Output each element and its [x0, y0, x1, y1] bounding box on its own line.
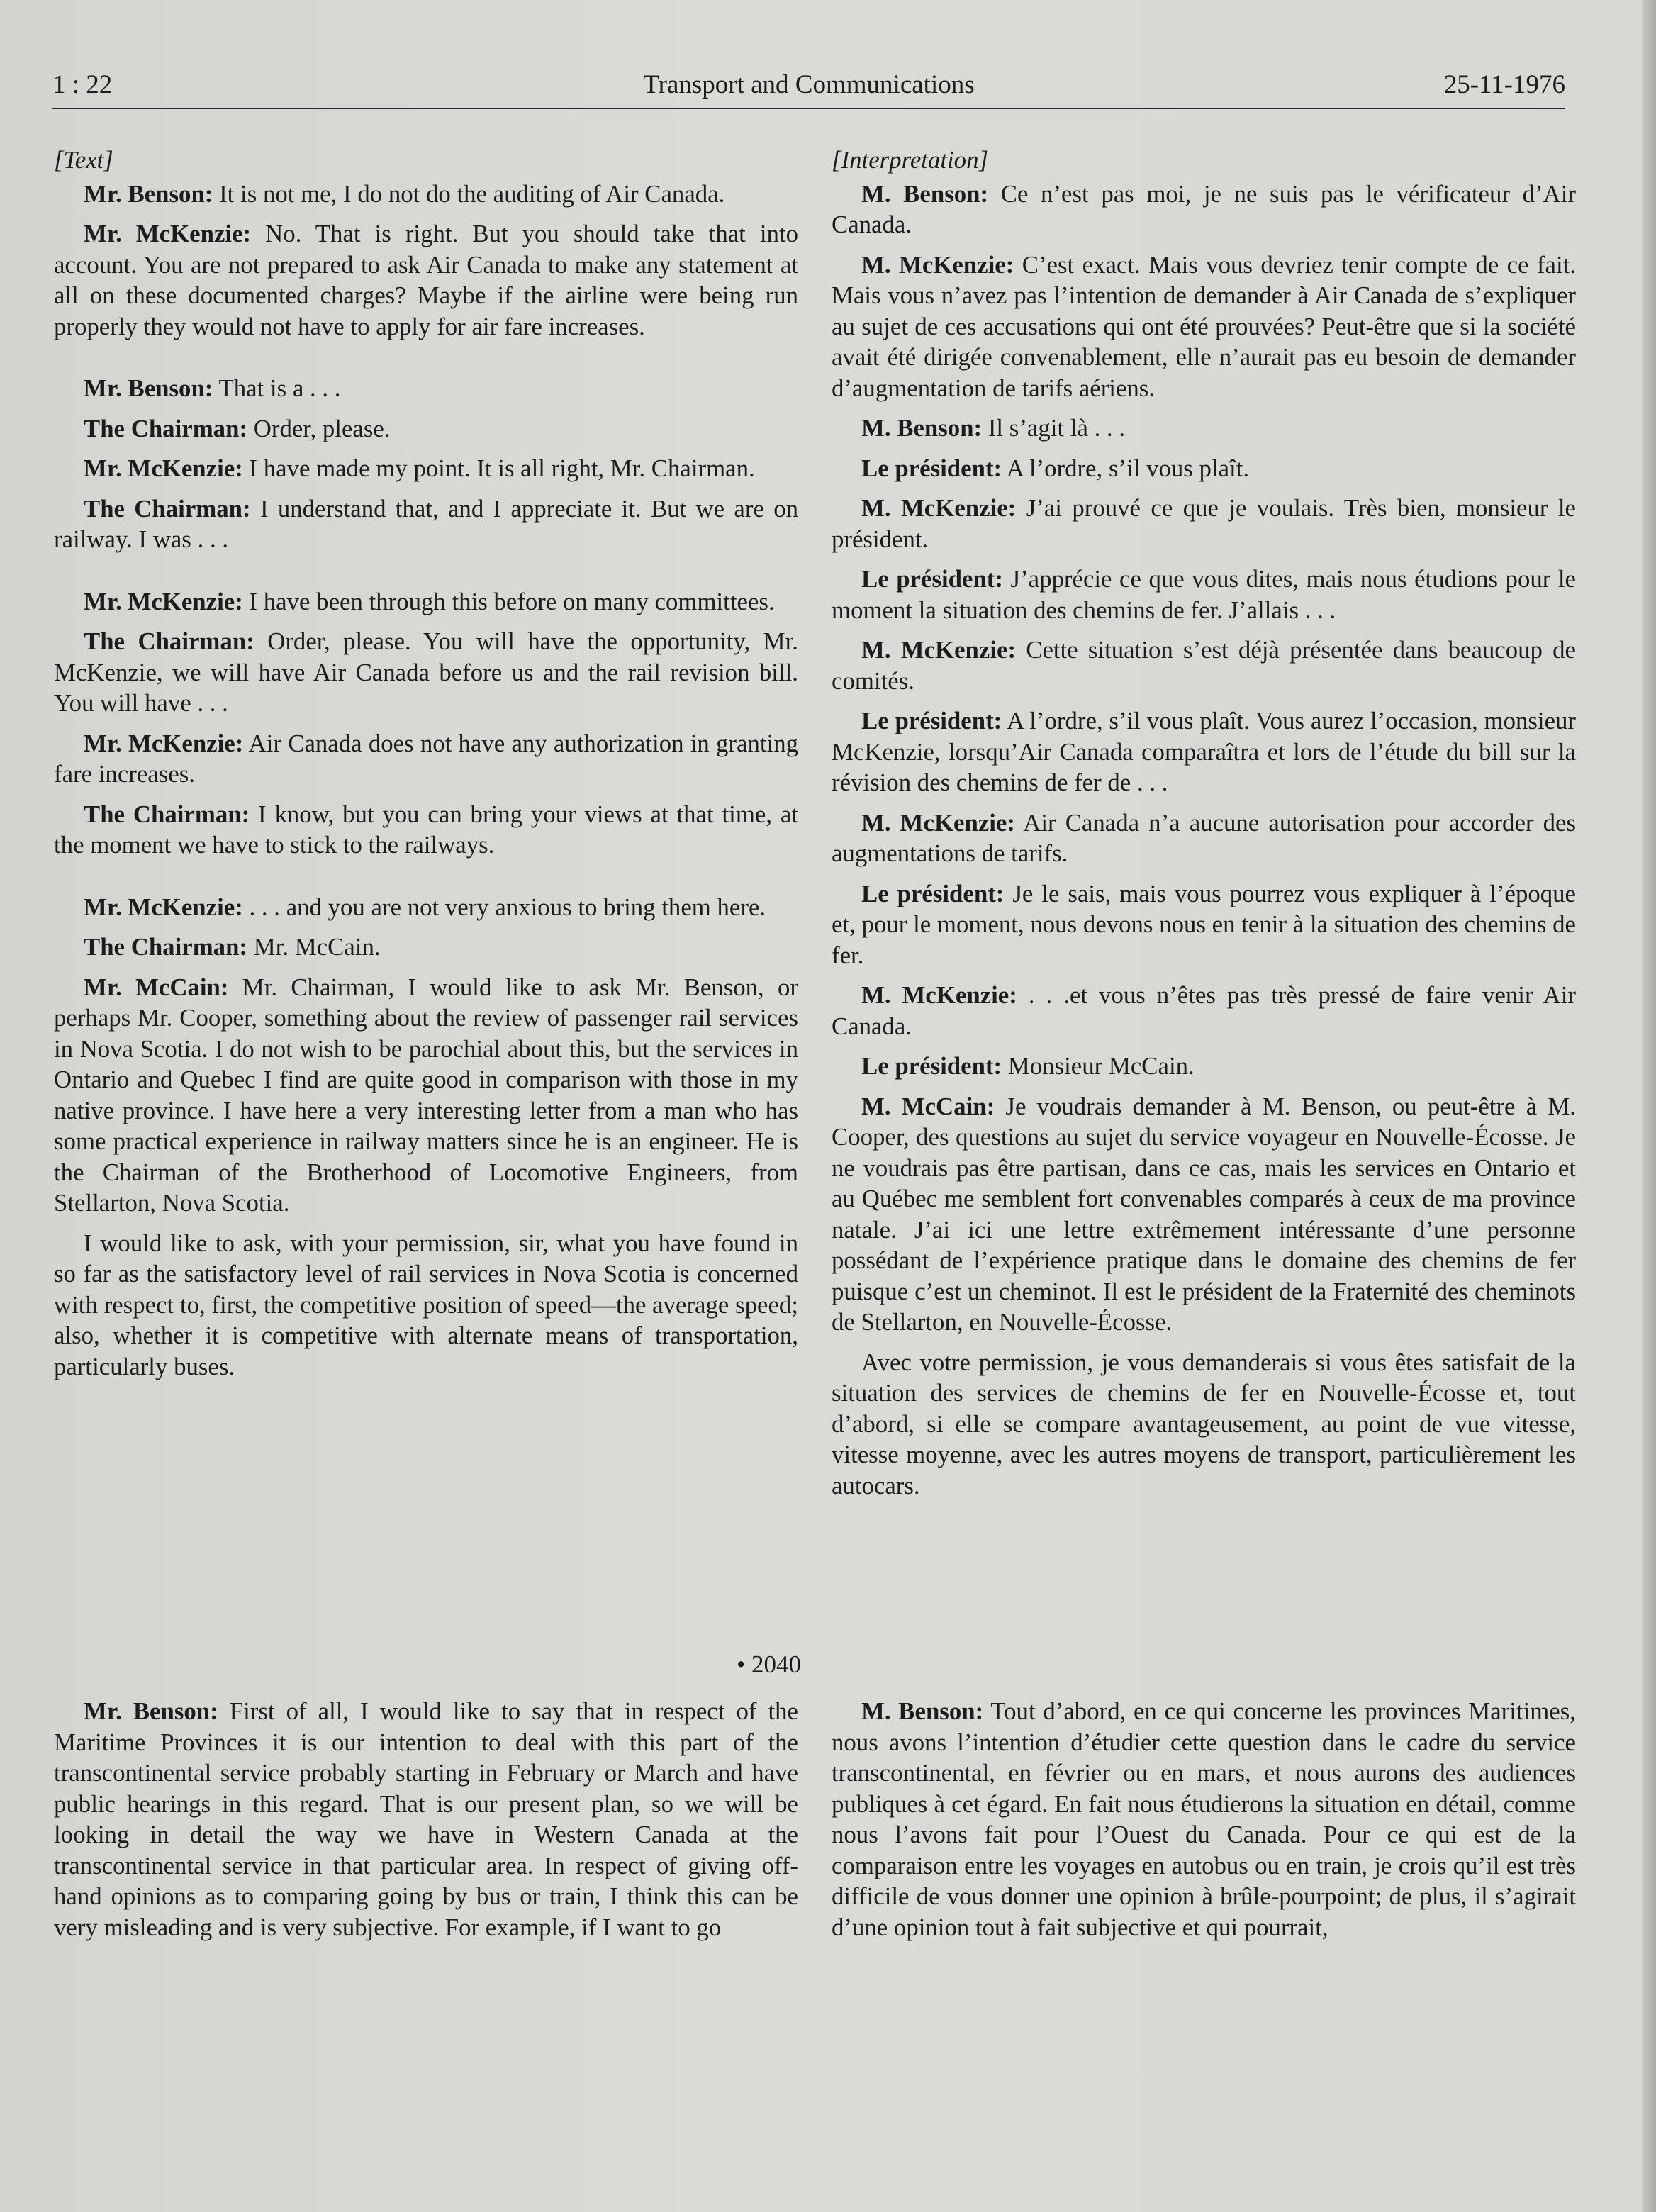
paragraph: [832, 635, 1576, 696]
paragraph: [832, 1696, 1576, 1943]
speaker-name: Le président:: [861, 565, 1003, 593]
section-label: [Interpretation]: [832, 146, 989, 174]
speech-text: First of all, I would like to say that in respect of the Maritime Provinces it is our intention to deal with this part of the transcontinental service probably starting in February or March and have public hearings in this regard. That is our present plan, so we will be looking in detail the way we have in Western Canada at the transcontinental service in that particular area. In respect of giving off-hand opinions as to comparing going by bus or train, I think this can be very misleading and is very subjective. For example, if I want to go: [54, 1697, 798, 1941]
speaker-name: Mr. McKenzie:: [84, 220, 252, 247]
paragraph: [54, 413, 798, 445]
speech-text: J’ai prouvé ce que je voulais. Très bien, monsieur le président.: [832, 494, 1576, 553]
speech-text: A l’ordre, s’il vous plaît. Vous aurez l’occasion, monsieur McKenzie, lorsqu’Air Canada comparaîtra et lors de l’étude du bill sur la révision des chemins de fer de . . .: [832, 707, 1577, 796]
speaker-name: Le président:: [861, 707, 1002, 734]
paragraph: [54, 493, 798, 555]
speaker-name: M. McKenzie:: [861, 981, 1017, 1009]
speaker-name: Mr. Benson:: [84, 1697, 218, 1725]
book-spine-shadow: [1642, 0, 1656, 2212]
speech-text: A l’ordre, s’il vous plaît.: [1006, 454, 1250, 482]
speech-text: . . . and you are not very anxious to bring them here.: [249, 893, 766, 921]
speech-text: Monsieur McCain.: [1007, 1052, 1195, 1080]
paragraph: [54, 932, 798, 963]
speaker-name: M. Benson:: [861, 179, 989, 208]
french-column-bottom: [832, 1696, 1576, 1943]
speaker-name: M. McCain:: [861, 1092, 995, 1120]
speech-text: Air Canada does not have any authorization in granting fare increases.: [54, 729, 798, 788]
paragraph: [54, 626, 798, 719]
speaker-name: M. McKenzie:: [861, 494, 1017, 522]
speaker-name: The Chairman:: [84, 933, 248, 961]
speaker-name: Mr. Benson:: [84, 179, 213, 208]
paragraph: [832, 250, 1576, 404]
paragraph: [54, 586, 798, 618]
speech-text: I know, but you can bring your views at that time, at the moment we have to stick to the railways.: [54, 800, 798, 859]
speech-text: . . .et vous n’êtes pas très pressé de faire venir Air Canada.: [832, 981, 1576, 1040]
english-column-bottom: [54, 1696, 798, 1943]
speech-text: I have been through this before on many committees.: [249, 587, 775, 615]
paragraph: I would like to ask, with your permission, sir, what you have found in so far as the satisfactory level of rail services in Nova Scotia is concerned with respect to, first, the competitive position of speed—the average speed; also, whether it is competitive with alternate means of transportation, particularly buses.: [54, 1229, 798, 1380]
speaker-name: M. McKenzie:: [861, 808, 1015, 837]
speech-text: Air Canada n’a aucune autorisation pour accorder des augmentations de tarifs.: [832, 808, 1576, 867]
paragraph: [832, 878, 1576, 971]
paragraph: [54, 218, 798, 342]
speaker-name: M. Benson:: [861, 414, 983, 442]
speaker-name: Mr. McKenzie:: [84, 454, 243, 482]
speaker-name: The Chairman:: [84, 800, 250, 828]
speaker-name: M. McKenzie:: [861, 636, 1017, 664]
paragraph: [54, 453, 798, 484]
speaker-name: Mr. McKenzie:: [84, 587, 243, 615]
paragraph: [832, 1091, 1576, 1338]
paragraph: [832, 808, 1576, 869]
paragraph: [832, 564, 1576, 625]
speech-text: Order, please. You will have the opportunity, Mr. McKenzie, we will have Air Canada before us and the rail revision bill. You will have . . .: [54, 627, 798, 717]
running-header: [52, 68, 1565, 109]
speech-text: Je voudrais demander à M. Benson, ou peut-être à M. Cooper, des questions au sujet du service voyageur en Nouvelle-Écosse. Je ne voudrais pas être partisan, dans ce cas, mais les services en Ontario et au Québec me semblent fort convenables comparés à ceux de ma province natale. J’ai ici une lettre extrêmement intéressante d’une personne possédant de l’expérience pratique dans le domaine des chemins de fer puisque c’est un cheminot. Il est le président de la Fraternité des cheminots de Stellarton, en Nouvelle-Écosse.: [832, 1092, 1577, 1336]
speech-text: It is not me, I do not do the auditing of Air Canada.: [219, 179, 725, 208]
speech-text: I have made my point. It is all right, Mr. Chairman.: [249, 454, 755, 482]
speech-text: Il s’agit là . . .: [988, 414, 1126, 442]
speaker-name: Mr. Benson:: [84, 374, 213, 402]
publication-title: Transport and Communications: [643, 70, 975, 99]
speech-text: Cette situation s’est déjà présentée dans beaucoup de comités.: [832, 636, 1576, 695]
speech-text: Mr. McCain.: [253, 933, 381, 961]
paragraph: Avec votre permission, je vous demanderais si vous êtes satisfait de la situation des services de chemins de fer en Nouvelle-Écosse et, tout d’abord, si elle se compare avantageusement, au point de vue vitesse, vitesse moyenne, avec les autres moyens de transport, particulièrement les autocars.: [832, 1348, 1576, 1499]
paragraph: [832, 493, 1576, 554]
speaker-name: The Chairman:: [84, 494, 251, 523]
speech-text: J’apprécie ce que vous dites, mais nous étudions pour le moment la situation des chemins de fer. J’allais . . .: [832, 565, 1576, 624]
paragraph: [54, 799, 798, 861]
speech-text: Je le sais, mais vous pourrez vous expliquer à l’époque et, pour le moment, nous devons nous en tenir à la situation des chemins de fer.: [832, 879, 1577, 969]
paragraph: [54, 373, 798, 404]
speaker-name: Mr. McKenzie:: [84, 893, 243, 921]
paragraph: [832, 980, 1576, 1041]
speech-text: C’est exact. Mais vous devriez tenir compte de ce fait. Mais vous n’avez pas l’intention de demander à Air Canada de s’expliquer au sujet de ces accusations qui ont été prouvées? Peut-être que si la société avait été dirigée convenablement, elle n’aurait pas eu besoin de demander d’augmentation de tarifs aériens.: [832, 250, 1577, 402]
paragraph: [832, 179, 1576, 240]
speaker-name: M. McKenzie:: [861, 250, 1014, 279]
paragraph: [832, 705, 1576, 798]
speech-text: Ce n’est pas moi, je ne suis pas le vérificateur d’Air Canada.: [832, 179, 1576, 238]
english-column-top: [54, 145, 798, 1391]
speaker-name: Mr. McKenzie:: [84, 729, 244, 757]
speaker-name: M. Benson:: [861, 1697, 984, 1725]
page-number: 1 : 22: [52, 70, 113, 99]
header-date: 25-11-1976: [1443, 70, 1565, 99]
time-stamp: • 2040: [736, 1650, 801, 1678]
speech-text: Mr. Chairman, I would like to ask Mr. Benson, or perhaps Mr. Cooper, something about the review of passenger rail services in Nova Scotia. I do not wish to be parochial about this, but the services in Ontario and Quebec I find are quite good in comparison with those in my native province. I have here a very interesting letter from a man who has some practical experience in railway matters since he is an engineer. He is the Chairman of the Brotherhood of Locomotive Engineers, from Stellarton, Nova Scotia.: [54, 973, 798, 1217]
speech-text: Order, please.: [253, 414, 391, 442]
speaker-name: Le président:: [861, 879, 1005, 907]
paragraph: [54, 892, 798, 923]
paragraph: [832, 413, 1576, 444]
speaker-name: Le président:: [861, 1052, 1002, 1080]
speaker-name: Le président:: [861, 454, 1002, 482]
paragraph: [54, 972, 798, 1219]
speaker-name: The Chairman:: [84, 627, 254, 655]
french-column-top: [832, 145, 1576, 1510]
paragraph: [54, 1696, 798, 1943]
speech-text: I understand that, and I appreciate it. But we are on railway. I was . . .: [54, 494, 798, 553]
paragraph: [832, 453, 1576, 484]
speech-text: That is a . . .: [218, 374, 341, 402]
speaker-name: The Chairman:: [84, 414, 248, 442]
speech-text: Tout d’abord, en ce qui concerne les provinces Maritimes, nous avons l’intention d’étudier cette question dans le cadre du service transcontinental, en février ou en mars, et nous aurons des audiences publiques à cet égard. En fait nous étudierons la situation en détail, comme nous l’avons fait pour l’Ouest du Canada. Pour ce qui est de la comparaison entre les voyages en autobus ou en train, je crois qu’il est très difficile de vous donner une opinion à brûle-pourpoint; de plus, il s’agirait d’une opinion tout à fait subjective et qui pourrait,: [832, 1697, 1576, 1941]
speaker-name: Mr. McCain:: [84, 973, 229, 1001]
speech-text: No. That is right. But you should take that into account. You are not prepared to ask Air Canada to make any statement at all on these documented charges? Maybe if the airline were being run properly they would not have to apply for air fare increases.: [54, 220, 799, 340]
paragraph: [54, 179, 798, 210]
paragraph: [832, 1051, 1576, 1082]
section-label: [Text]: [54, 146, 113, 174]
paragraph: [54, 728, 798, 790]
